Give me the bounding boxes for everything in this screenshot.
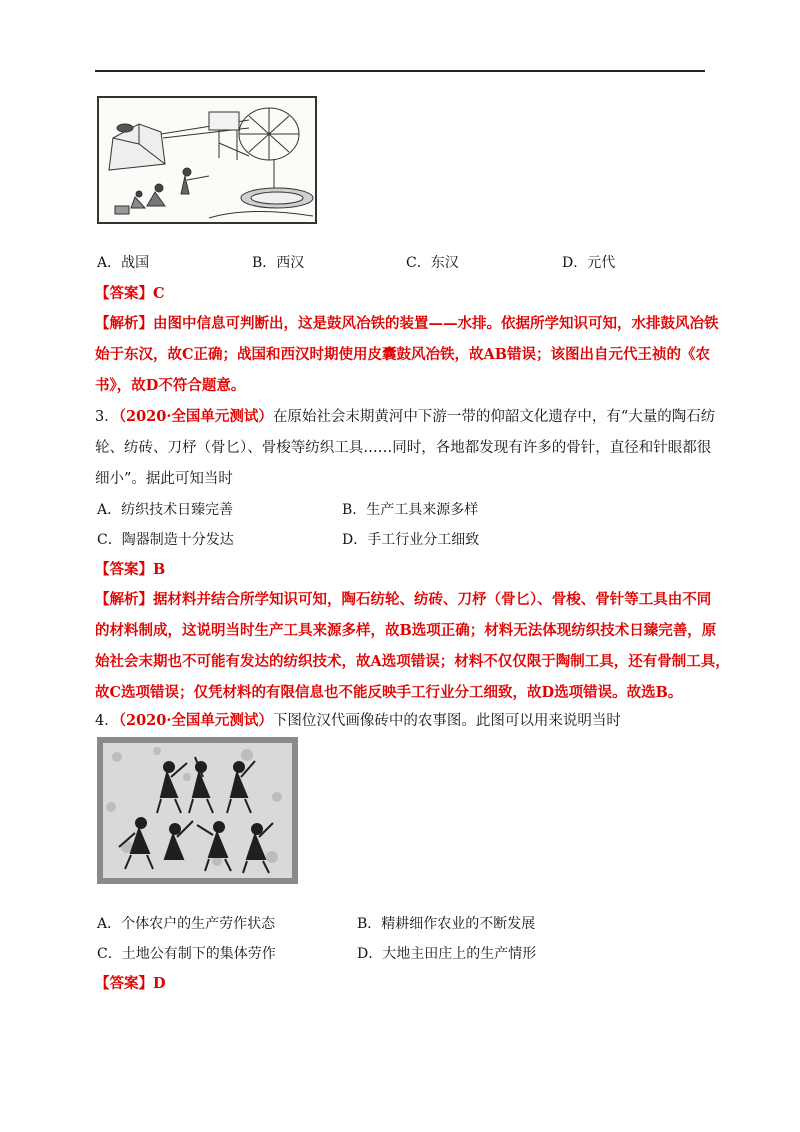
- header-rule: [95, 70, 705, 72]
- q3-option-c: C．陶器制造十分发达: [97, 532, 234, 548]
- q3-source: （2020·全国单元测试）: [118, 408, 273, 425]
- q3-option-d: D．手工行业分工细致: [342, 532, 480, 548]
- q3-stem-line-1: [95, 408, 715, 426]
- q3-stem-first: 在原始社会末期黄河中下游一带的仰韶文化遗存中，有“大量的陶石纺: [272, 409, 716, 425]
- q2-answer: 【答案】C: [95, 285, 165, 302]
- q4-answer: 【答案】D: [95, 975, 166, 992]
- han-farming-relief-image: [97, 737, 298, 884]
- q4-option-c: C．土地公有制下的集体劳作: [97, 946, 276, 962]
- q4-option-a: A．个体农户的生产劳作状态: [97, 916, 276, 932]
- water-bellows-drawing: [99, 98, 315, 222]
- q3-option-b: B．生产工具来源多样: [342, 502, 479, 518]
- q4-option-d: D．大地主田庄上的生产情形: [357, 946, 537, 962]
- q3-option-a: A．纺织技术日臻完善: [97, 502, 234, 518]
- q3-stem-line-2: 轮、纺砖、刀杼（骨匕）、骨梭等纺织工具……同时，各地都发现有许多的骨针，直径和针眼都很: [95, 440, 712, 456]
- q2-option-a: A．战国: [97, 255, 150, 271]
- farming-relief-drawing: [97, 737, 298, 884]
- q3-number: 3．: [95, 409, 119, 425]
- q4-source: （2020·全国单元测试）: [118, 712, 273, 729]
- q3-analysis-line-2: 的材料制成，这说明当时生产工具来源多样，故B选项正确；材料无法体现纺织技术日臻完善，原: [95, 622, 717, 639]
- q3-analysis-line-4: 故C选项错误；仅凭材料的有限信息也不能反映手工行业分工细致，故D选项错误。故选B。: [95, 684, 683, 701]
- water-bellows-illustration: [97, 96, 317, 224]
- q2-option-b: B．西汉: [252, 255, 305, 271]
- q2-analysis-line-3: 书》，故D不符合题意。: [95, 377, 246, 394]
- q4-option-b: B．精耕细作农业的不断发展: [357, 916, 536, 932]
- q3-analysis-line-1: 【解析】据材料并结合所学知识可知，陶石纺轮、纺砖、刀杼（骨匕）、骨梭、骨针等工具由不同: [95, 591, 712, 608]
- q2-option-c: C．东汉: [406, 255, 459, 271]
- q4-stem: [95, 712, 621, 730]
- q2-analysis-line-1: 【解析】由图中信息可判断出，这是鼓风冶铁的装置——水排。依据所学知识可知，水排鼓风冶铁: [95, 315, 719, 332]
- q4-number: 4．: [95, 713, 119, 729]
- q3-stem-line-3: 细小”。据此可知当时: [95, 471, 233, 487]
- q3-analysis-line-3: 始社会末期也不可能有发达的纺织技术，故A选项错误；材料不仅仅限于陶制工具，还有骨制工具，: [95, 653, 730, 670]
- q2-option-d: D．元代: [562, 255, 616, 271]
- q3-answer: 【答案】B: [95, 561, 166, 578]
- q2-analysis-line-2: 始于东汉，故C正确；战国和西汉时期使用皮囊鼓风冶铁，故AB错误；该图出自元代王祯的《农: [95, 346, 711, 363]
- q4-stem-text: 下图位汉代画像砖中的农事图。此图可以用来说明当时: [272, 713, 621, 729]
